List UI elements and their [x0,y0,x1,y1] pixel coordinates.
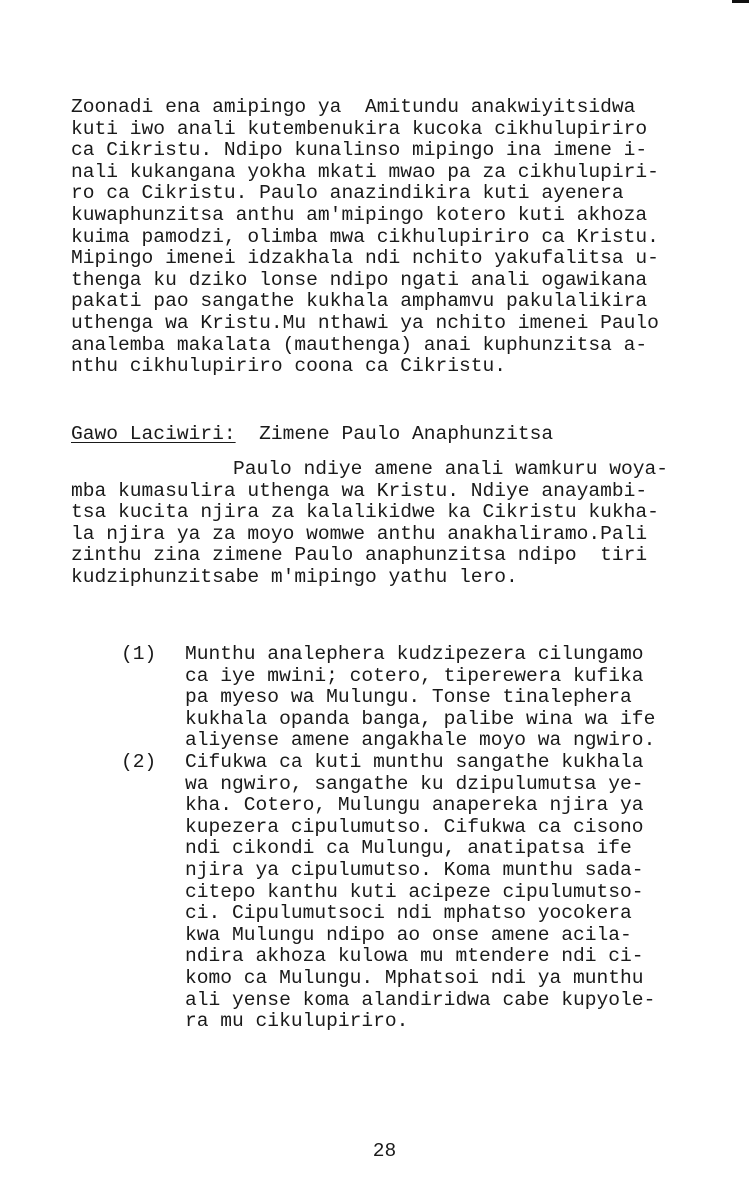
text-line: la njira ya za moyo womwe anthu anakhaliramo.Pali [71,522,648,545]
text-line: kudziphunzitsabe m'mipingo yathu lero. [71,565,518,588]
text-line: kuima pamodzi, olimba mwa cikhulupiriro ca Kristu. [71,225,659,248]
text-line: Munthu analephera kudzipezera cilungamo [185,643,644,665]
text-line: ca Cikristu. Ndipo kunalinso mipingo ina imene i- [71,139,648,162]
text-line: ro ca Cikristu. Paulo anazindikira kuti ayenera [71,182,624,205]
paragraph-intro [71,97,659,378]
text-line: njira ya cipulumutso. Koma munthu sada- [185,858,644,881]
item-body [185,752,655,1033]
text-line: Paulo ndiye amene anali wamkuru woya- [233,458,669,480]
numbered-item [121,643,656,752]
text-line: pakati pao sangathe kukhala amphamvu pakulalikira [71,290,648,313]
text-line: zinthu zina zimene Paulo anaphunzitsa ndipo tiri [71,544,648,567]
text-line: aliyense amene angakhale moyo wa ngwiro. [185,729,656,752]
text-line: tsa kucita njira za kalalikidwe ka Cikristu kukha- [71,501,659,524]
text-line: mba kumasulira uthenga wa Kristu. Ndiye anayambi- [71,479,648,502]
item-number: (2) [121,751,157,773]
text-line: ndi cikondi ca Mulungu, anatipatsa ife [185,837,632,860]
text-line: ci. Cipulumutsoci ndi mphatso yocokera [185,902,632,925]
text-line: Cifukwa ca kuti munthu sangathe kukhala [185,751,644,773]
text-line: kupezera cipulumutso. Cifukwa ca cisono [185,815,644,838]
text-line: komo ca Mulungu. Mphatsoi ndi ya munthu [185,966,644,989]
text-line: thenga ku dziko lonse ndipo ngati anali ogawikana [71,268,648,291]
section-title: Zimene Paulo Anaphunzitsa [235,423,554,445]
text-line: nali kukangana yokha mkati mwao pa za cikhulupiri- [71,160,659,183]
text-line: kuti iwo anali kutembenukira kucoka cikhulupiriro [71,117,648,140]
text-line: kwa Mulungu ndipo ao onse amene acila- [185,923,632,946]
page-number: 28 [372,1140,397,1162]
item-body [185,644,655,752]
text-line: ca iye mwini; cotero, tiperewera kufika [185,664,644,687]
text-line: pa myeso wa Mulungu. Tonse tinalephera [185,686,632,709]
numbered-item [121,751,656,1033]
text-line: uthenga wa Kristu.Mu nthawi ya nchito imenei Paulo [71,311,659,334]
text-line: ndira akhoza kulowa mu mtendere ndi ci- [185,945,644,968]
text-line: analemba makalata (mauthenga) anai kuphunzitsa a- [71,333,648,356]
item-number: (1) [121,643,157,665]
text-line: kha. Cotero, Mulungu anapereka njira ya [185,794,644,817]
text-line: ra mu cikulupiriro. [185,1010,409,1033]
text-line: kukhala opanda banga, palibe wina wa ife [185,707,656,730]
paragraph-section [71,459,668,589]
text-line: nthu cikhulupiriro coona ca Cikristu. [71,355,507,378]
text-line: kuwaphunzitsa anthu am'mipingo kotero kuti akhoza [71,203,648,226]
text-line: ali yense koma alandiridwa cabe kupyole- [185,988,656,1011]
section-label: Gawo Laciwiri: [71,423,236,445]
section-heading [71,424,553,446]
text-line: Zoonadi ena amipingo ya Amitundu anakwiyitsidwa [71,96,636,118]
text-line: wa ngwiro, sangathe ku dzipulumutsa ye- [185,772,644,795]
text-line: Mipingo imenei idzakhala ndi nchito yakufalitsa u- [71,247,659,270]
scan-edge-mark [732,0,749,3]
text-line: citepo kanthu kuti acipeze cipulumutso- [185,880,644,903]
